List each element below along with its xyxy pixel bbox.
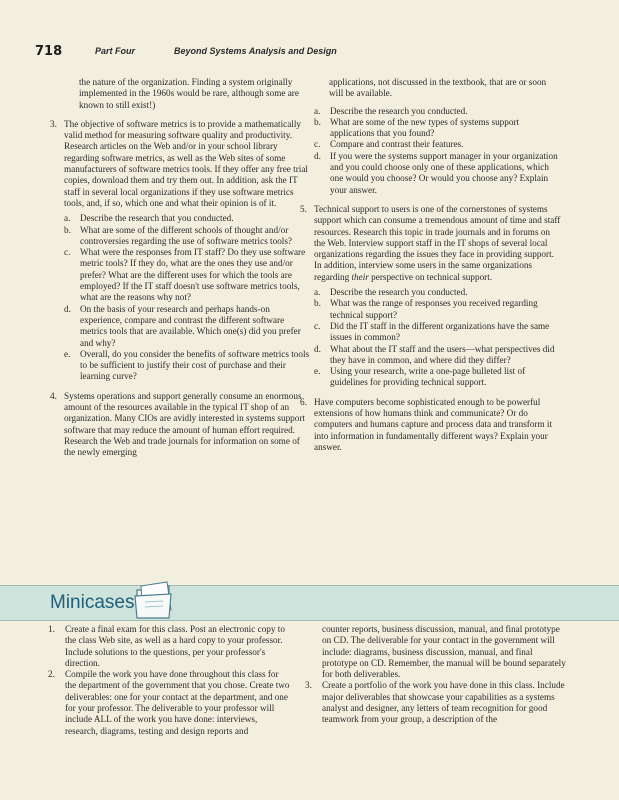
minicases-left-column [48, 624, 292, 737]
question-5 [300, 204, 562, 389]
continuation-text: the nature of the organization. Finding a system originally implemented in the 1960s would be rare, although some are known to still exist!) [79, 77, 299, 110]
minicase-2 [48, 669, 292, 737]
question-4 [50, 391, 312, 459]
question-number: 5. [300, 203, 307, 214]
list-item: b. What are some of the new types of systems support applications that you found? [314, 116, 520, 139]
question-text: Have computers become sophisticated enough to be powerful extensions of how humans think and communicate? Or do computers and humans capture and process data and transform it into information in fundamentally different ways? Explain your answer. [314, 396, 553, 452]
right-column [300, 77, 562, 453]
question-number: 1. [48, 624, 55, 634]
list-item: b. What was the range of responses you received regarding technical support? [314, 298, 538, 320]
minicase-1 [48, 624, 292, 669]
list-item: c. Compare and contrast their features. [314, 139, 464, 150]
section-title: Minicases [50, 592, 135, 613]
list-item: a. Describe the research you conducted. [314, 287, 468, 298]
list-item: c. Did the IT staff in the different organizations have the same issues in common? [314, 320, 550, 343]
subquestion-list [64, 213, 312, 382]
question-6 [300, 397, 562, 453]
minicases-banner [0, 585, 619, 621]
question-number: 6. [300, 396, 307, 407]
question-text: The objective of software metrics is to provide a mathematically valid method for measuring software quality and productivity. Research articles on the Web and/or in your school library regarding software metrics, as well as the Web sites of some manufacturers of software metrics tools. If they offer any free trial copies, download them and try them out. In addition, ask the IT staff in several local organizations if they use software metrics tools, and, if so, which one and what their opinion is of it. [64, 118, 308, 208]
list-item: b. What are some of the different schools of thought and/or controversies regarding the use of software metrics tools? [64, 224, 293, 246]
minicase-3 [305, 680, 567, 725]
list-item: d. What about the IT staff and the users—what perspectives did they have in common, and where did they differ? [314, 343, 555, 365]
list-item: d. If you were the systems support manager in your organization and you could choose only one of these applications, which one would you choose? Or would you choose any? Explain your answer. [314, 150, 558, 195]
question-number: 2. [48, 669, 55, 680]
list-item: a. Describe the research you conducted. [314, 105, 468, 116]
continuation-text: applications, not discussed in the textbook, that are or soon will be available. [329, 77, 547, 99]
chapter-title: Beyond Systems Analysis and Design [174, 46, 337, 56]
question-text: Create a portfolio of the work you have done in this class. Include major deliverables that showcase your capabilities as a systems analyst and designer, any letters of team recognition for good teamwork from your group, a description of the [322, 680, 565, 725]
question-number: 4. [50, 390, 57, 401]
question-number: 3. [50, 118, 57, 129]
list-item: d. On the basis of your research and perhaps hands-on experience, compare and contrast the different software metrics tools that are available. Which one(s) did you prefer and why? [64, 303, 301, 348]
list-item: e. Using your research, write a one-page bulleted list of guidelines for providing technical support. [314, 366, 526, 388]
minicases-right-column [305, 624, 567, 726]
list-item: a. Describe the research that you conducted. [64, 213, 234, 224]
folder-icon [133, 580, 177, 622]
question-text: Compile the work you have done throughout this class for the department of the government that you chose. Create two deliverables: one for your contact at the department, and one for your professor. The deliverable to your professor will include ALL of the work you have done: interviews, research, diagrams, testing and design reports and [65, 669, 290, 736]
continuation-text: counter reports, business discussion, manual, and final prototype on CD. The deliverable for your contact in the government will include: diagrams, business discussion, manual, and final prototype on CD. Remember, the manual will be bound separately for both deliverables. [322, 624, 566, 680]
question-number: 3. [305, 680, 312, 691]
running-header [35, 44, 595, 60]
question-text: Systems operations and support generally consume an enormous amount of the resources available in the typical IT shop of an organization. Many CIOs are avidly interested in systems support software that may reduce the amount of human effort required. Research the Web and trade journals for information on some of the newly emerging [64, 390, 305, 458]
left-column [50, 77, 312, 459]
question-text: Technical support to users is one of the cornerstones of systems support which can consume a tremendous amount of time and staff resources. Research this topic in trade journals and in forums on the Web. Interview support staff in the IT shops of several local organizations regarding the issues they face in providing support. In addition, interview some users in the same organizations regarding their perspective on technical support. [314, 203, 561, 282]
question-3 [50, 119, 312, 383]
subquestion-list [314, 287, 562, 389]
question-text: Create a final exam for this class. Post an electronic copy to the class Web site, as well as a hard copy to your professor. Include solutions to the questions, per your professor's direction. [65, 624, 285, 668]
list-item: e. Overall, do you consider the benefits of software metrics tools to be sufficient to justify their cost of purchase and their learning curve? [64, 348, 310, 382]
part-label: Part Four [95, 46, 136, 56]
subquestion-list [300, 106, 562, 196]
list-item: c. What were the responses from IT staff? Do they use software metric tools? If they do, what are the ones they use and/or prefer? What are the different uses for which the tools are employed? If the IT staff doesn't use software metrics tools, what are the reasons why not? [64, 247, 306, 303]
page-number: 718 [35, 44, 63, 59]
emphasis-text: their [351, 271, 369, 282]
